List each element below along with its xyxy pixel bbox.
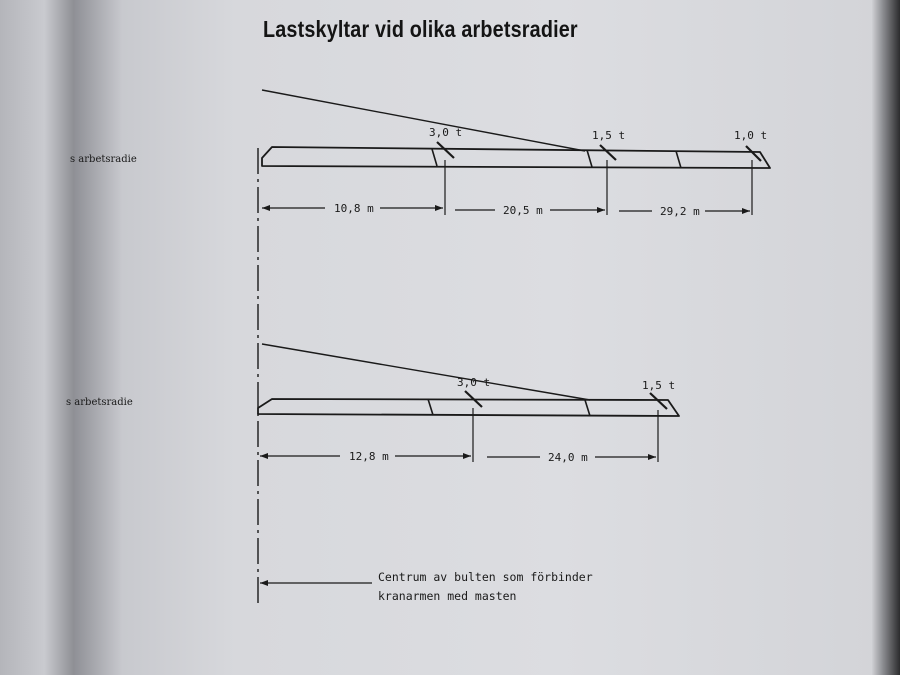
load-label-2a: 3,0 t [457, 376, 491, 389]
load-sign-tick-1b [600, 145, 616, 160]
boom-diagram-2 [66, 344, 679, 464]
load-sign-tick-1a [437, 142, 454, 158]
load-sign-tick-1c [746, 146, 761, 161]
boom-section-mark-1a [432, 149, 437, 166]
boom-section-mark-2b [585, 400, 590, 416]
load-label-1c: 1,0 t [734, 129, 768, 142]
side-label-2: s arbetsradie [66, 397, 133, 408]
load-sign-tick-2b [650, 393, 667, 409]
load-label-2b: 1,5 t [642, 379, 676, 392]
boom-1 [262, 147, 770, 168]
load-label-1a: 3,0 t [429, 126, 463, 139]
center-annotation [260, 570, 593, 603]
distance-label-2a: 12,8 m [349, 450, 389, 463]
boom-section-mark-1b [587, 150, 592, 167]
hoist-line-2 [262, 344, 590, 400]
side-label-1: s arbetsradie [70, 154, 137, 165]
boom-section-mark-1c [676, 151, 681, 168]
distance-label-1c: 29,2 m [660, 205, 700, 218]
distance-label-1a: 10,8 m [334, 202, 374, 215]
annotation-line-2: kranarmen med masten [378, 589, 517, 603]
load-label-1b: 1,5 t [592, 129, 626, 142]
distance-label-1b: 20,5 m [503, 204, 543, 217]
page-title: Lastskyltar vid olika arbetsradier [263, 16, 578, 42]
hoist-line-1 [262, 90, 585, 151]
boom-diagram-1 [70, 90, 770, 218]
boom-2 [258, 399, 679, 416]
annotation-line-1: Centrum av bulten som förbinder [378, 570, 593, 584]
boom-section-mark-2a [428, 399, 433, 415]
distance-label-2b: 24,0 m [548, 451, 588, 464]
